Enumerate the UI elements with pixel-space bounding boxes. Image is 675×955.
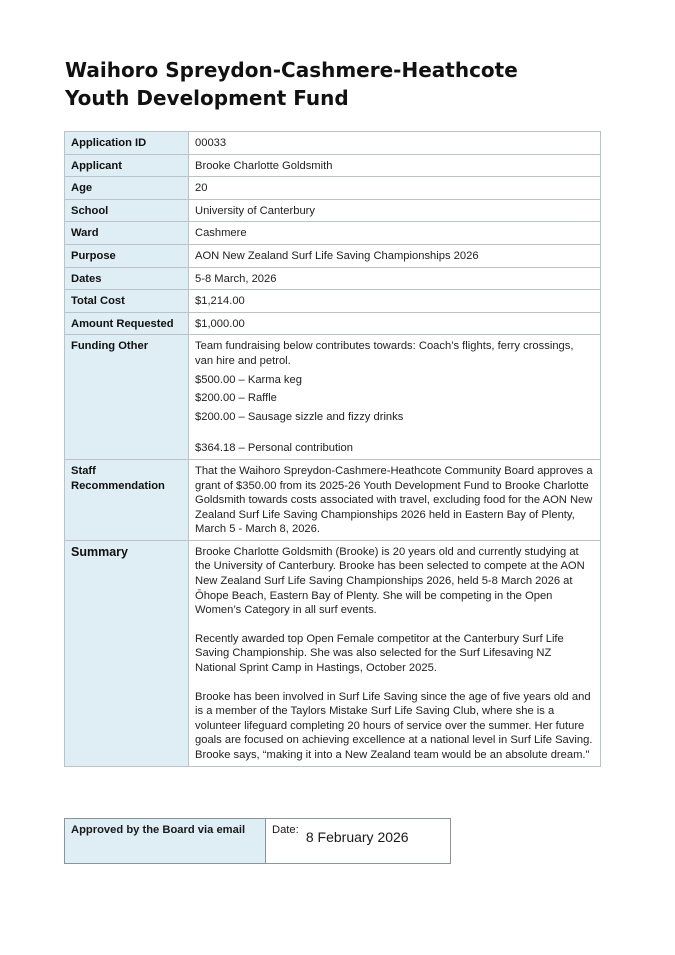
- row-ward: [65, 222, 601, 245]
- approval-row: [65, 819, 451, 864]
- title-line-1: Waihoro Spreydon-Cashmere-Heathcote: [65, 58, 518, 82]
- row-staff-recommendation: [65, 459, 601, 540]
- summary-paragraph: Brooke has been involved in Surf Life Saving since the age of five years old and is a member of the Taylors Mistake Surf Life Saving Club, where she is a volunteer lifeguard completing 20 hours of service over the summer. Her future goals are focused on achieving excellence at a national level in Surf Life Saving. Brooke says, “making it into a New Zealand team would be an absolute dream.": [195, 690, 593, 761]
- row-applicant: [65, 154, 601, 177]
- application-id-value: 00033: [189, 132, 601, 155]
- summary-paragraph: Recently awarded top Open Female competitor at the Canterbury Surf Life Saving Championship. She was also selected for the Surf Lifesaving NZ National Sprint Camp in Hastings, October 2025.: [195, 632, 564, 675]
- school-label: School: [65, 199, 189, 222]
- row-application-id: [65, 132, 601, 155]
- staff-recommendation-label: Staff Recommendation: [65, 459, 189, 540]
- staff-recommendation-value: That the Waihoro Spreydon-Cashmere-Heathcote Community Board approves a grant of $350.00 from its 2025-26 Youth Development Fund to Brooke Charlotte Goldsmith towards costs associated with travel, excluding food for the AON New Zealand Surf Life Saving Championships 2026 held in Eastern Bay of Plenty, March 5 - March 8, 2026.: [189, 459, 601, 540]
- funding-other-value: [189, 335, 601, 460]
- row-dates: [65, 267, 601, 290]
- applicant-label: Applicant: [65, 154, 189, 177]
- summary-label: Summary: [65, 540, 189, 766]
- school-value: University of Canterbury: [189, 199, 601, 222]
- funding-personal-contribution: $364.18 – Personal contribution: [195, 442, 353, 455]
- total-cost-value: $1,214.00: [189, 290, 601, 313]
- row-summary: [65, 540, 601, 766]
- row-total-cost: [65, 290, 601, 313]
- funding-item: $200.00 – Raffle: [195, 392, 277, 405]
- approval-date-value: 8 February 2026: [305, 829, 409, 845]
- funding-item: $500.00 – Karma keg: [195, 373, 302, 386]
- ward-label: Ward: [65, 222, 189, 245]
- summary-value: [189, 540, 601, 766]
- row-age: [65, 177, 601, 200]
- funding-other-intro: Team fundraising below contributes towards: Coach’s flights, ferry crossings, van hire and petrol.: [195, 340, 574, 367]
- age-label: Age: [65, 177, 189, 200]
- approval-date-label: Date:: [272, 824, 299, 836]
- approval-label: Approved by the Board via email: [65, 819, 266, 864]
- title-line-2: Youth Development Fund: [65, 86, 349, 110]
- applicant-value: Brooke Charlotte Goldsmith: [189, 154, 601, 177]
- approval-table: [64, 818, 451, 864]
- amount-requested-label: Amount Requested: [65, 312, 189, 335]
- funding-item: $200.00 – Sausage sizzle and fizzy drinks: [195, 410, 404, 423]
- total-cost-label: Total Cost: [65, 290, 189, 313]
- purpose-value: AON New Zealand Surf Life Saving Championships 2026: [189, 244, 601, 267]
- dates-label: Dates: [65, 267, 189, 290]
- funding-other-label: Funding Other: [65, 335, 189, 460]
- amount-requested-value: $1,000.00: [189, 312, 601, 335]
- ward-value: Cashmere: [189, 222, 601, 245]
- row-purpose: [65, 244, 601, 267]
- row-funding-other: [65, 335, 601, 460]
- approval-date-cell: [266, 819, 451, 864]
- row-amount-requested: [65, 312, 601, 335]
- purpose-label: Purpose: [65, 244, 189, 267]
- application-table: [64, 131, 601, 767]
- application-id-label: Application ID: [65, 132, 189, 155]
- dates-value: 5-8 March, 2026: [189, 267, 601, 290]
- summary-paragraph: Brooke Charlotte Goldsmith (Brooke) is 20 years old and currently studying at the University of Canterbury. Brooke has been selected to compete at the AON New Zealand Surf Life Saving Championships 2026, held 5-8 March 2026 at Ōhope Beach, Eastern Bay of Plenty. She will be competing in the Open Women’s Category in all surf events.: [195, 545, 585, 617]
- document-title: [65, 56, 625, 112]
- row-school: [65, 199, 601, 222]
- age-value: 20: [189, 177, 601, 200]
